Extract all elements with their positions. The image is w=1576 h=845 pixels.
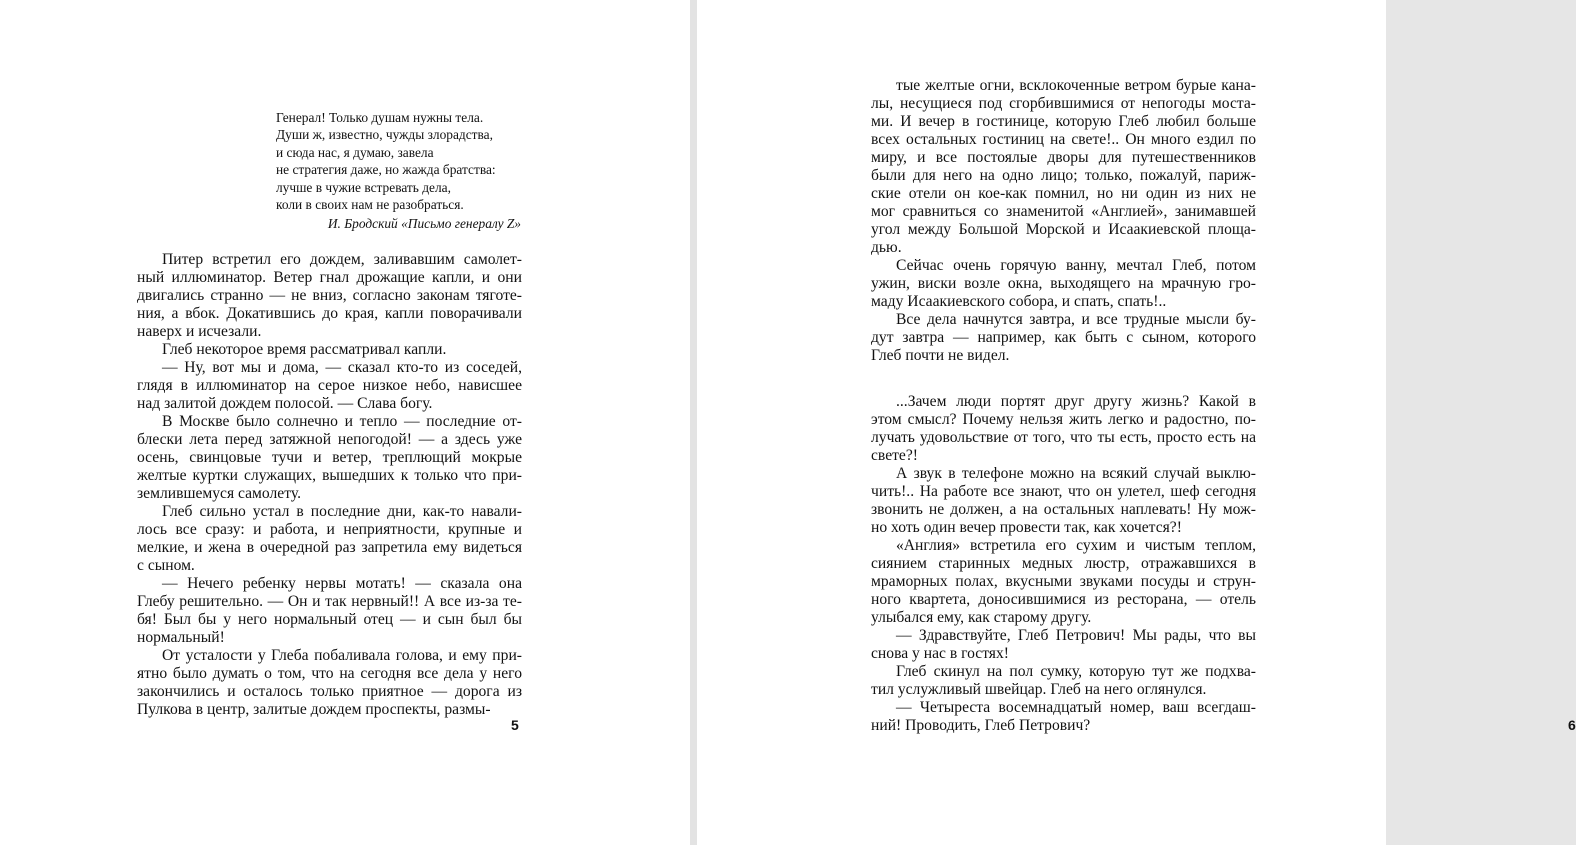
paragraph: [137, 413, 522, 503]
text-line: ми. И вечер в гостинице, которую Глеб любил больше: [871, 113, 1256, 130]
text-line: этом смысл? Почему нельзя жить легко и радостно, по-: [871, 411, 1256, 428]
text-line: мелкие, и жена в очередной раз запретила ему видеться: [137, 539, 522, 556]
text-line: тые желтые огни, всклокоченные ветром бурые кана-: [896, 77, 1256, 94]
text-line: ного квартета, доносившимися из ресторана, — отель: [871, 591, 1256, 608]
page-number: 6: [1568, 717, 1576, 733]
text-line: ния, а вбок. Докатившись до края, капли поворачивали: [137, 305, 522, 322]
text-line: «Англия» встретила его сухим и чистым теплом,: [896, 537, 1256, 554]
right-section-1: [871, 77, 1256, 365]
text-line: ятно было думать о том, что на сегодня все дела у него: [137, 665, 522, 682]
paragraph: [871, 257, 1256, 311]
text-line: бя! Был бы у него нормальный отец — и сын был бы: [137, 611, 522, 628]
paragraph: [871, 311, 1256, 365]
text-line: но хоть один вечер провести так, как хочется?!: [871, 519, 1182, 536]
epigraph-line: лучше в чужие встревать дела,: [276, 179, 451, 195]
text-line: ужин, виски возле окна, выходящего на мрачную гро-: [871, 275, 1256, 292]
text-line: чить!.. На работе все знают, что он улетел, шеф сегодня: [871, 483, 1256, 500]
text-line: Глеб некоторое время рассматривал капли.: [162, 341, 447, 358]
text-line: блески лета перед затяжной непогодой! — а здесь уже: [137, 431, 522, 448]
text-line: миру, и все постоялые дворы для путешественников: [871, 149, 1256, 166]
text-line: землившемуся самолету.: [137, 485, 301, 502]
paragraph: [871, 465, 1256, 537]
text-line: ний! Проводить, Глеб Петрович?: [871, 717, 1091, 734]
paragraph: [871, 537, 1256, 627]
text-line: мраморных полах, вкусными звуками посуды и струн-: [871, 573, 1256, 590]
text-line: желтые куртки служащих, вышедших к только что при-: [137, 467, 522, 484]
paragraph: [137, 359, 522, 413]
text-line: закончились и осталось только приятное — дорога из: [137, 683, 522, 700]
text-line: Глеб скинул на пол сумку, которую тут же подхва-: [896, 663, 1256, 680]
book-gutter: [690, 0, 697, 845]
text-line: ...Зачем люди портят друг другу жизнь? Какой в: [896, 393, 1256, 410]
text-line: осень, свинцовые тучи и ветер, треплющий мокрые: [137, 449, 522, 466]
text-line: всех остальных гостиниц на свете!.. Он много ездил по: [871, 131, 1256, 148]
text-line: свете?!: [871, 447, 918, 464]
section-break: [871, 365, 1256, 393]
paragraph: [871, 699, 1256, 735]
text-line: ские отели он кое-как помнил, но ни один из них не: [871, 185, 1256, 202]
epigraph: [276, 109, 521, 233]
text-line: — Здравствуйте, Глеб Петрович! Мы рады, что вы: [896, 627, 1256, 644]
epigraph-line: Генерал! Только душам нужны тела.: [276, 110, 484, 125]
text-line: — Нечего ребенку нервы мотать! — сказала она: [162, 575, 522, 592]
left-body-text: [137, 251, 522, 719]
text-line: А звук в телефоне можно на всякий случай выклю-: [896, 465, 1256, 482]
text-line: двигались странно — не вниз, согласно законам тяготе-: [137, 287, 522, 304]
text-line: угол между Большой Морской и Исаакиевской площа-: [871, 221, 1256, 238]
text-line: улыбался ему, как старому другу.: [871, 609, 1092, 626]
text-line: лучать удовольствие от того, что ты есть, просто есть на: [871, 429, 1256, 446]
paragraph: [137, 341, 522, 359]
text-line: с сыном.: [137, 557, 195, 574]
text-line: дью.: [871, 239, 902, 256]
text-line: — Ну, вот мы и дома, — сказал кто-то из соседей,: [162, 359, 522, 376]
right-section-2: [871, 393, 1256, 735]
text-line: Все дела начнутся завтра, и все трудные мысли бу-: [896, 311, 1256, 328]
text-line: нормальный!: [137, 629, 225, 646]
text-line: над залитой дождем полосой. — Слава богу.: [137, 395, 433, 412]
text-line: мог сравниться со знаменитой «Англией», занимавшей: [871, 203, 1256, 220]
text-line: звонить не должен, а на остальных наплевать! Ну мож-: [871, 501, 1256, 518]
epigraph-line: не стратегия даже, но жажда братства:: [276, 162, 496, 178]
text-line: сиянием старинных медных люстр, отражавшихся в: [871, 555, 1256, 572]
text-line: Сейчас очень горячую ванну, мечтал Глеб, потом: [896, 257, 1256, 274]
epigraph-line: коли в своих нам не разобраться.: [276, 197, 464, 213]
paragraph: [137, 251, 522, 341]
paragraph: [871, 663, 1256, 699]
epigraph-line: Души ж, известно, чужды злорадства,: [276, 127, 493, 143]
text-line: были для него на одно лицо; только, пожалуй, париж-: [871, 167, 1256, 184]
epigraph-line: и сюда нас, я думаю, завела: [276, 144, 434, 160]
text-line: маду Исаакиевского собора, и спать, спать!..: [871, 293, 1167, 310]
text-line: тил услужливый швейцар. Глеб на него оглянулся.: [871, 681, 1207, 698]
text-line: Пулкова в центр, залитые дождем проспекты, размы-: [137, 701, 491, 718]
paragraph: [137, 575, 522, 647]
text-line: — Четыреста восемнадцатый номер, ваш всегдаш-: [896, 699, 1256, 716]
paragraph: [137, 647, 522, 719]
paragraph: [871, 393, 1256, 465]
text-line: снова у нас в гостях!: [871, 645, 1009, 662]
right-body-text: [871, 77, 1256, 735]
text-line: От усталости у Глеба побаливала голова, и ему при-: [162, 647, 522, 664]
paragraph: [871, 627, 1256, 663]
paragraph: [137, 503, 522, 575]
text-line: В Москве было солнечно и тепло — последние от-: [162, 413, 522, 430]
text-line: наверх и исчезали.: [137, 323, 262, 340]
left-page: [0, 0, 690, 845]
text-line: Питер встретил его дождем, заливавшим самолет-: [162, 251, 522, 268]
page-number: 5: [511, 717, 519, 733]
text-line: Глебу решительно. — Он и так нервный!! А все из-за те-: [137, 593, 522, 610]
text-line: Глеб почти не видел.: [871, 347, 1010, 364]
text-line: Глеб сильно устал в последние дни, как-то навали-: [162, 503, 522, 520]
text-line: дут завтра — например, как быть с сыном, которого: [871, 329, 1256, 346]
text-line: ный иллюминатор. Ветер гнал дрожащие капли, и они: [137, 269, 522, 286]
text-line: глядя в иллюминатор на серое низкое небо, нависшее: [137, 377, 522, 394]
epigraph-attribution: И. Бродский «Письмо генералу Z»: [327, 216, 521, 232]
text-line: лы, несущиеся под сгорбившимися от непогоды моста-: [871, 95, 1256, 112]
text-line: лось все сразу: и работа, и неприятности, крупные и: [137, 521, 522, 538]
paragraph: [871, 77, 1256, 257]
